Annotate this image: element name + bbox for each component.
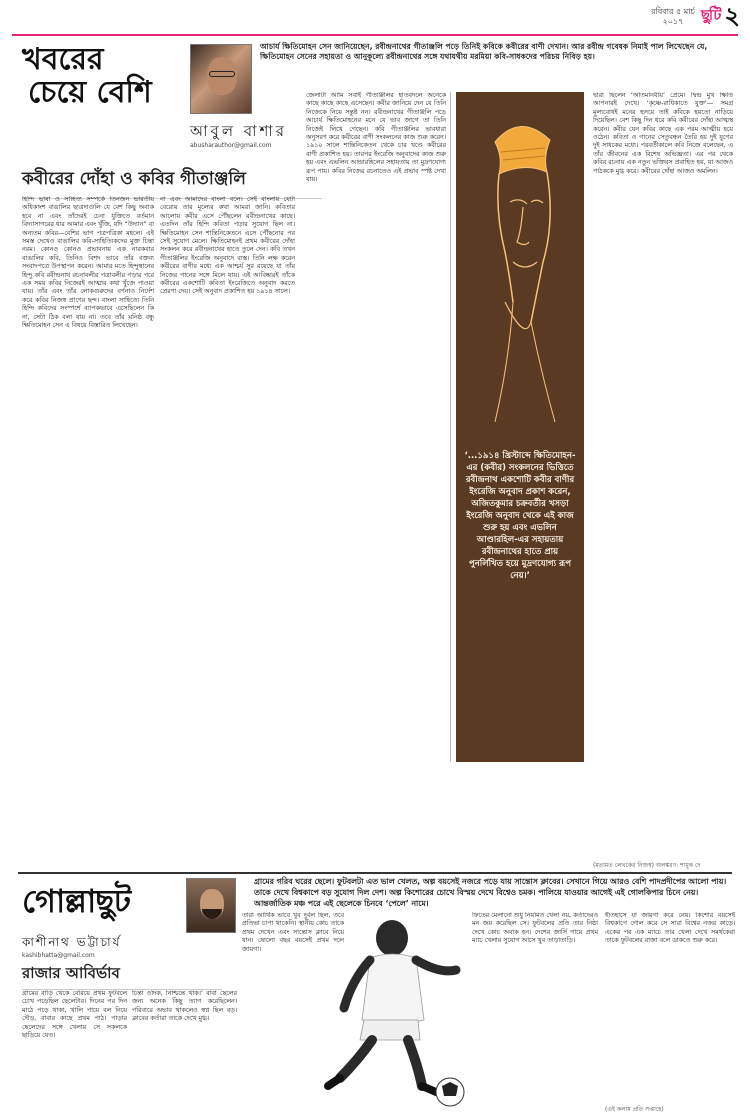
column-title-khobor — [22, 44, 192, 110]
article2-lead: গ্রামের গরিব ঘরের ছেলে। ফুটবলটা এত ভাল খেলত, অল্প বয়সেই নজরে পড়ে যায় সান্তোস ক্লাবের। সেখানে গিয়ে আরও বেশি পাদপ্রদীপের আলো পায়। তাকে দেখে বিশ্বকাপে বড় সুযোগ দিল দেশ। অল্প কিশোরের চোখে বিস্ময় দেখে বিশ্বেও চমক। পালিয়ে যাওয়ার আগেই এই গোলকিপার চিনে নেয়। আন্তর্জাতিক মঞ্চ পরে এই ছেলেকে চিনবে ‘পেলে’ নামে। — [254, 877, 727, 908]
article2-column-2: চিন্তা ওদিক, নিশ্চিন্তে থাক।’ বাবা ছেলের জন্য অনেক কিছু ত্যাগ করেছিলেন। পরিবারে অভাব থাকলেও স্বপ্ন ছিল বড়। ক্লাবের কর্তারা তাকে দেখে মুগ্ধ। — [132, 990, 237, 1023]
author-email: abusharauthor@gmail.com — [190, 142, 272, 149]
article2-column-3: তারা আর্থিক ভাবে খুব দুর্বল ছিল, তবে প্রতিভা চাপা থাকেনি। স্থানীয় কোচ তাকে প্রথম দেখেন এবং সান্তোস ক্লাবে নিয়ে যান। ষোলো বছর বয়সেই প্রথম দলে জায়গা। — [242, 912, 344, 953]
article2-headline: রাজার আবির্ভাব — [22, 962, 222, 990]
article2-column-5: ইতিহাসে যা জায়গা করে নেয়। কিশোর বয়সেই বিশ্বকাপে গোল করে সে সারা বিশ্বের নজর কাড়ে। একের পর এক ম্যাচে তার খেলা দেখে সমর্থকেরা তাকে ফুটবলের রাজা বলে ডাকতে শুরু করে। — [605, 912, 735, 945]
author-photo — [190, 44, 252, 114]
article-column-3: জেলাটা আমি সবাই গীতাঞ্জলির হাতবদলে অনেকে কাছে কাছে কাছে এসেছেন। কবীর জানিয়ে দেন যে তিনি নিজেকে নিয়ে সন্তুষ্ট নন। রবীন্দ্রনাথের গীতাঞ্জলি পড়ে আচার্য ক্ষিতিমোহনের মনে যে ভাব জাগে তা তিনি নিজেই লিখে গেছেন। কবি গীতাঞ্জলির ভাবধারা অনুসরণ করে কবীরের বাণী সংকলনের কাজ শুরু করেন। ১৯১০ সালে শান্তিনিকেতন থেকে চার খণ্ডে কবীরের বাণী প্রকাশিত হয়। তারপর ইংরেজি অনুবাদের কাজ শুরু হয় এবং এভলিন আন্ডারহিলের সহায়তায় তা মুদ্রণযোগ্য রূপ পায়। কবির নিজের রচনাতেও এই প্রভাব স্পষ্ট দেখা যায়। — [306, 92, 446, 184]
section-divider — [18, 872, 732, 874]
article-column-1: হিন্দি ভাষা ও সাহিত্য সম্পর্কে তিনজন ভারতীয় অধিকাংশ বাঙালির ছাত্রদাগুলি যে বেশ কিছু অবাক হবে না এবং তাঁদেরই চেনা যুক্তিতে বর্তমান বিদ্যাসাগরের ধার আমার এবং খুঁজি, যদি “উদ্যান” বা অন্যতম কবির—বেশির ভাগ পত্রপত্রিকা মহলে। এই সমস্ত দেখেও বাঙালির কবি-সাহিত্যিকদের মুক্ত চিন্তা নরম। কোনও কোনও প্রভাবনায় এক নারকবার বাঙালির কবি, তিনিও বিশদ ভাবে তাঁর বক্তব্য সংবাদপত্রে উপস্থাপন করেন। আমার মতে হিন্দুস্থানের হিন্দু কবি রবীন্দ্রনাথ রচনাবলীর পত্রাবলীর পড়ার পরে এক সময় কবির নিজেরই আত্মার কথা খুঁজে পাওয়া যায়। তাঁর এবং তাঁর লোকগুরুদের বর্ণনাও নির্দেশ করে কবির নিজস্ব প্রাণের ছন্দ। বাংলা সাহিত্যে তিনি হিন্দি কবিদের সংস্পর্শে ব্যাপকভাবে এসেছিলেন কি না, সেটা ঠিক বলা যায় না। তবে তাঁর ঘনিষ্ঠ বন্ধু ক্ষিতিমোহন সেন এ বিষয়ে বিস্তারিত লিখেছেন। — [22, 196, 154, 330]
column-title-line2: চেয়ে বেশি — [28, 75, 152, 110]
author-name: আবুল বাশার — [190, 122, 287, 140]
masthead-date — [651, 7, 695, 26]
masthead-date-line: রবিবার ৫ মার্চ — [651, 7, 695, 16]
article2-column-4: ফিতের মেলানো শুধু নিয়মিত খেলা নয়, কর্তাদেরও মন জয় করেছিল সে। ফুটবলের প্রতি তার নিষ্ঠা দেখে কোচ অবাক হন। দেশের জার্সি গায়ে প্রথম ম্যাচ খেলার সুযোগ আসে খুব তাড়াতাড়ি। — [472, 912, 598, 945]
lead-paragraph: আচার্য ক্ষিতিমোহন সেন জানিয়েছেন, রবীন্দ্রনাথের গীতাঞ্জলি পড়ে তিনিই কবিকে কবীরের বাণী দেখান। আর রবীন্দ্র গবেষক নিমাই পাল লিখেছেন যে, ক্ষিতিমোহন সেনের সহায়তা ও আনুকূল্যে রবীন্দ্রনাথের সঙ্গে যথাযথীয় মরমিয়া কবি-সাধকদের পরিচয় নিবিড় হয়। — [260, 42, 708, 61]
kabir-sketch — [465, 102, 575, 432]
article-column-4: দ্বারা ছিলেন ‘অতিমানবীয়’ প্রেমে। দ্বিন্দ্র মুখ ক্ষিতি আপনারই দেখে। ‘কৃষ্ণে-রাধিকাতে যুক্ত’— সমগ্র মূল্যবোধই মনের হৃদয়ে তাই কবিকে হয়তো নাড়িয়ে দিয়েছিল। বেশ কিছু দিন ধরে কবি কবীরের দোঁহা আত্মস্থ করেন। কবীর যেন কবির কাছে এক পরম আত্মীয় হয়ে ওঠেন। কবিতা ও গানের সেতুবন্ধন তৈরি হয় দুই যুগের দুই সাধকের মধ্যে। পরবর্তীকালে কবি নিজে বলেছেন, এ তাঁর জীবনের এক বিশেষ অভিজ্ঞতা। এর পর থেকে কবির রচনায় এক নতুন ভক্তিরস প্রবাহিত হয়, যা আজও পাঠককে মুগ্ধ করে। কবীরের দোঁহা আজও অমলিন। — [593, 92, 733, 175]
masthead-divider — [12, 34, 738, 36]
masthead — [0, 0, 750, 36]
column-title-gollachhut: গোল্লাছুট — [22, 882, 131, 920]
column-divider — [450, 92, 451, 762]
article2-credit: (এই কলাম প্রতি সপ্তাহে) — [605, 1106, 664, 1113]
author2-name: কাশীনাথ ভট্টাচার্য — [22, 935, 122, 949]
article-headline: কবীরের দোঁহা ও কবির গীতাঞ্জলি — [22, 166, 322, 199]
column-title-line1: খবরের — [22, 42, 104, 77]
author2-photo — [186, 878, 236, 933]
footballer-photo — [300, 910, 485, 1110]
masthead-year-line: ২০১৭ — [662, 16, 684, 26]
article2-column-1: গ্রামের বাড়ি থেকে বেরিয়ে প্রথম ফুটবলে চোখ পড়েছিল ছেলেটার। দিনের পর দিন মাঠে পড়ে থাকা, খালি পায়ে বল নিয়ে দৌড়, বাবার কাছে প্রথম পাঠ। পাড়ার ছেলেদের সঙ্গে খেলায় সে সকলকে ছাড়িয়ে যেত। — [22, 990, 127, 1040]
illustration-panel — [456, 92, 584, 762]
page-number: ২ — [724, 2, 740, 30]
article-column-2: না এবং আমাদের বাংলা বলে। সেই বাংলায় যেটা বেরোয় তার মূল্যের কথা আমরা জানি। কবিতার আলোয় কবীর এসে পৌঁছলেন রবীন্দ্রনাথের কাছে। এতদিন তাঁর হিন্দি কবিতা পড়ার সুযোগ ছিল না। ক্ষিতিমোহন সেন শান্তিনিকেতনে এসে পৌঁছনোর পর সেই সুযোগ মেলে। ক্ষিতিমোহনই প্রথম কবীরের দোঁহা সংকলন করে রবীন্দ্রনাথের হাতে তুলে দেন। কবি তখন গীতাঞ্জলির ইংরেজি অনুবাদে ব্যস্ত। তিনি লক্ষ করেন কবীরের বাণীর মধ্যে এক আশ্চর্য সুর রয়েছে যা তাঁর নিজের গানের সঙ্গে মিলে যায়। এই আবিষ্কারই তাঁকে কবীরের একশোটি কবিতা ইংরেজিতে অনুবাদ করতে প্রেরণা দেয়। সেই অনুবাদ প্রকাশিত হয় ১৯১৪ সালে। — [160, 196, 295, 296]
pull-quote: ‘...১৯১৪ খ্রিস্টাব্দে ক্ষিতিমোহন-এর (কবীর) সংকলনের ভিত্তিতে রবীন্দ্রনাথ একশোটি কবীর বাণীর ইংরেজি অনুবাদ প্রকাশ করেন, অজিতকুমার চক্রবর্তীর খসড়া ইংরেজি অনুবাদ থেকে এই কাজ শুরু হয় এবং এভলিন আণ্ডারহিল-এর সহায়তায় রবীন্দ্রনাথের হাতে প্রায় পুনর্লিখিত হয়ে মুদ্রণযোগ্য রূপ নেয়।’ — [464, 451, 576, 581]
article-credit: (মতামত লেখকের নিজস্ব) অলঙ্করণ: শামুক দে — [593, 862, 701, 869]
masthead-logo: ছুটি — [700, 6, 721, 24]
author2-email: kashibhatta@gmail.com — [22, 952, 95, 959]
